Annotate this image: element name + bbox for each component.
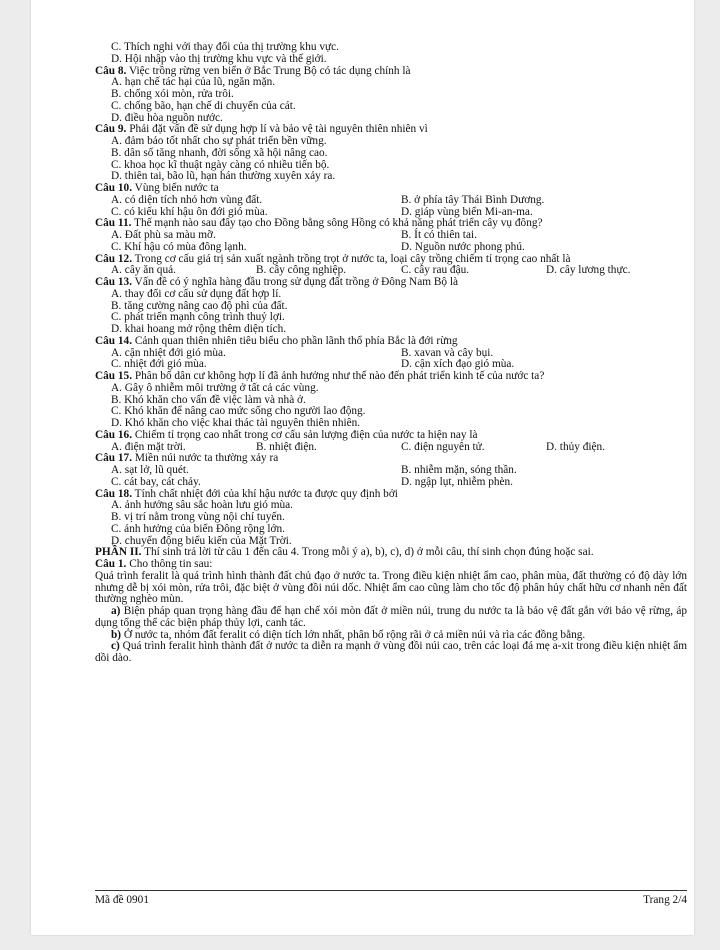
answer-option: D. ngập lụt, nhiễm phèn. [401,475,514,488]
question-label: Câu 17. [95,452,133,465]
answer-option: B. xavan và cây bụi. [401,346,494,359]
question-stem [95,183,687,195]
option-text: B. tăng cường nâng cao độ phì của đất. [111,299,288,312]
answer-row [95,230,687,242]
exam-page [31,0,694,935]
answer-option: C. nhiệt đới gió mùa. [111,358,207,371]
option-text: A. hạn chế tác hại của lũ, ngăn mặn. [111,76,276,89]
answer-option: A. điện mặt trời. [111,440,186,453]
answer-option: B. nhiệt điện. [256,440,317,453]
question-text: Phân bố dân cư không hợp lí đã ảnh hưởng như thế nào đến phát triển kinh tế của nước ta? [132,370,545,382]
question-stem [95,336,687,348]
question-label: Câu 10. [95,182,133,194]
answer-option: A. Đất phù sa màu mỡ. [111,229,216,241]
question-label: Câu 14. [95,334,133,347]
paragraph [95,641,687,665]
question-label: c) [111,640,120,653]
answer-option: D. cận xích đạo gió mùa. [401,358,515,371]
answer-option: B. ở phía tây Thái Bình Dương. [401,193,545,206]
option-text: C. ảnh hưởng của biển Đông rộng lớn. [111,522,286,535]
option-text: D. Khó khăn cho việc khai thác tài nguyên thiên nhiên. [111,417,361,429]
question-text: Tính chất nhiệt đới của khí hậu nước ta được quy định bởi [132,487,398,500]
question-label: Câu 18. [95,487,133,500]
answer-option: C. điện nguyên tử. [401,440,485,453]
option-text: A. đảm bảo tốt nhất cho sự phát triển bền vững. [111,135,327,147]
paragraph [95,606,687,630]
answer-option: B. cây công nghiệp. [256,264,347,277]
answer-option: A. sạt lở, lũ quét. [111,464,189,476]
question-label: Câu 16. [95,428,133,441]
answer-option: C. có kiểu khí hậu ôn đới gió mùa. [111,205,268,218]
question-label: Câu 8. [95,64,127,77]
question-label: b) [111,628,122,641]
answer-option: C. cây rau đậu. [401,264,470,277]
option-text: A. Gây ô nhiễm môi trường ở tất cả các vùng. [111,381,319,394]
option-text: D. thiên tai, bão lũ, hạn hán thường xuyên xảy ra. [111,170,336,183]
answer-option: A. có diện tích nhỏ hơn vùng đất. [111,193,263,206]
paragraph [95,571,687,606]
option-text: B. vị trí nằm trong vùng nội chí tuyến. [111,511,285,523]
answer-option: D. cây lương thực. [546,264,631,277]
question-label: Câu 15. [95,370,133,382]
answer-option: C. Khí hậu có mùa đông lạnh. [111,240,247,253]
option-text: C. phát triển mạnh công trình thuỷ lợi. [111,311,285,324]
answer-option: B. nhiễm mặn, sóng thần. [401,464,517,476]
footer-divider [95,890,687,891]
question-text: Chiếm tỉ trọng cao nhất trong cơ cấu sản lượng điện của nước ta hiện nay là [132,428,478,441]
question-text: Vấn đề có ý nghĩa hàng đầu trong sử dụng đất trồng ở Đông Nam Bộ là [132,276,458,288]
question-label: PHẦN II. [95,546,142,559]
answer-row [95,195,687,207]
answer-option: D. thủy điện. [546,440,605,453]
question-label: Câu 11. [95,217,132,230]
question-text: Vùng biển nước ta [132,182,219,194]
answer-option: C. cát bay, cát chảy. [111,475,201,488]
question-label: Câu 1. [95,558,127,570]
question-text: Cho thông tin sau: [126,558,213,570]
question-text: Quá trình feralit là quá trình hình thành đất chủ đạo ở nước ta. Trong điều kiện nhiệt ẩm cao, phân mùa, đất thường có độ dày lớn nhưng dễ bị xói mòn, rửa trôi, đặc biệt ở vùng đồi núi dốc. Nhiệt ẩm cao cũng làm cho tốc độ phân hủy chất hữu cơ nhanh nên đất thường nghèo mùn. [95,569,687,606]
answer-option: A. cây ăn quả. [111,264,176,277]
option-text: C. chống bão, hạn chế di chuyển của cát. [111,99,296,112]
page-content [95,42,687,665]
question-text: Thế mạnh nào sau đây tạo cho Đồng bằng sông Hồng có khả năng phát triển cây vụ đông? [131,217,543,230]
option-text: D. chuyển động biểu kiến của Mặt Trời. [111,534,292,547]
option-text: C. Thích nghi với thay đổi của thị trường khu vực. [111,41,339,53]
question-text: Miền núi nước ta thường xảy ra [132,452,279,465]
question-text: Việc trồng rừng ven biển ở Bắc Trung Bộ có tác dụng chính là [126,64,411,77]
page-footer [95,894,687,906]
option-text: B. Khó khăn cho vấn đề việc làm và nhà ở. [111,393,306,406]
question-label: a) [111,605,121,617]
exam-code: Mã đề 0901 [95,894,149,906]
question-label: Câu 9. [95,123,127,136]
question-text: Thí sinh trả lời từ câu 1 đến câu 4. Trong mỗi ý a), b), c), d) ở mỗi câu, thí sinh chọn đúng hoặc sai. [141,546,594,559]
option-text: D. điều hòa nguồn nước. [111,111,223,124]
answer-option: B. Ít có thiên tai. [401,229,477,241]
option-text: C. Khó khăn để nâng cao mức sống cho người lao động. [111,405,366,418]
question-label: Câu 13. [95,276,133,288]
option-text: A. thay đổi cơ cấu sử dụng đất hợp lí. [111,287,282,300]
question-text: Trong cơ cấu giá trị sản xuất ngành trồng trọt ở nước ta, loại cây trồng chiếm tỉ trọng cao nhất là [132,252,571,265]
answer-option: D. Nguồn nước phong phú. [401,240,525,253]
question-label: Câu 12. [95,252,133,265]
answer-option: A. cận nhiệt đới gió mùa. [111,346,226,359]
option-text: B. dân số tăng nhanh, đời sống xã hội nâng cao. [111,146,328,159]
answer-row [95,465,687,477]
page-number: Trang 2/4 [643,894,687,906]
question-text: Cảnh quan thiên nhiên tiêu biểu cho phần lãnh thổ phía Bắc là đới rừng [132,334,458,347]
answer-option: D. giáp vùng biển Mi-an-ma. [401,205,533,218]
question-text: Phải đặt vấn đề sử dụng hợp lí và bảo vệ tài nguyên thiên nhiên vì [126,123,428,136]
option-text: A. ảnh hưởng sâu sắc hoàn lưu gió mùa. [111,499,293,512]
question-text: Ở nước ta, nhóm đất feralit có diện tích lớn nhất, phân bố rộng rãi ở cả miền núi và rìa các đồng bằng. [121,628,586,641]
option-text: D. Hội nhập vào thị trường khu vực và thế giới. [111,52,327,65]
option-text: C. khoa học kĩ thuật ngày càng có nhiều tiến bộ. [111,158,330,171]
option-text: B. chống xói mòn, rửa trôi. [111,88,234,100]
question-stem [95,430,687,442]
question-text: Biện pháp quan trọng hàng đầu để hạn chế xói mòn đất ở miền núi, trung du nước ta là bảo vệ đất gắn với bảo vệ rừng, áp dụng tổng thể các biện pháp thủy lợi, canh tác. [95,605,687,629]
option-text: D. khai hoang mở rộng thêm diện tích. [111,323,287,335]
question-text: Quá trình feralit hình thành đất ở nước ta diễn ra mạnh ở vùng đồi núi cao, trên các loại đá mẹ a-xit trong điều kiện nhiệt ẩm dồi dào. [95,640,687,664]
